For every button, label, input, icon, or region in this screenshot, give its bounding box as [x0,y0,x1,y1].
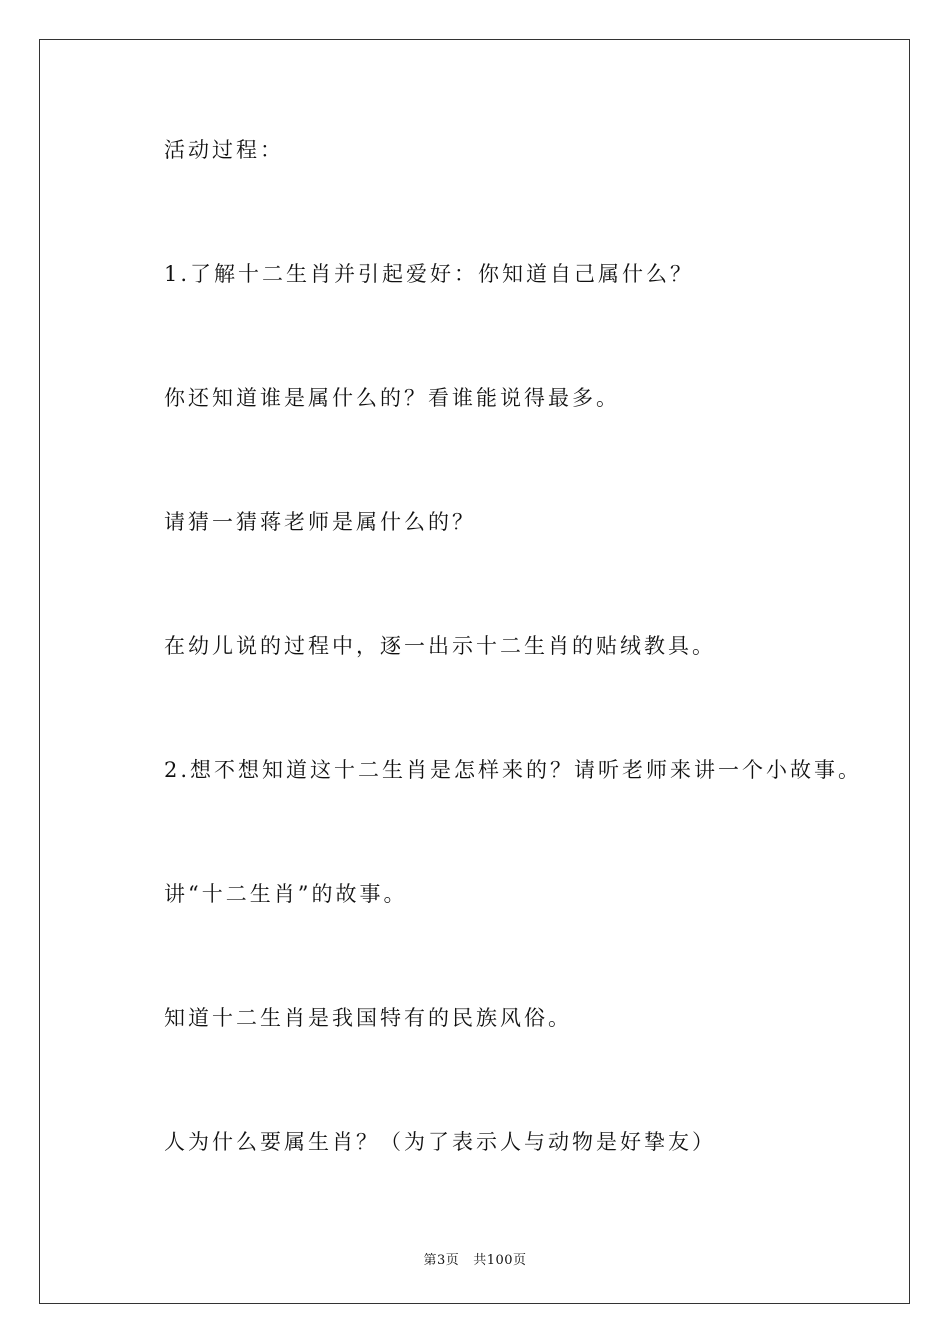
page-total: 共100页 [473,1253,527,1268]
page-number: 第3页 [423,1253,460,1268]
paragraph: 请猜一猜蒋老师是属什么的？ [164,510,476,534]
paragraph: 在幼儿说的过程中，逐一出示十二生肖的贴绒教具。 [164,634,716,658]
page-footer [0,1249,950,1268]
paragraph: 讲“十二生肖”的故事。 [164,882,408,906]
page-border [39,39,910,1304]
paragraph-heading: 活动过程： [164,138,284,162]
paragraph: 1.了解十二生肖并引起爱好：你知道自己属什么？ [164,262,695,286]
paragraph: 2.想不想知道这十二生肖是怎样来的？请听老师来讲一个小故事。 [164,758,863,782]
paragraph: 你还知道谁是属什么的？看谁能说得最多。 [164,386,620,410]
paragraph: 知道十二生肖是我国特有的民族风俗。 [164,1006,572,1030]
paragraph: 人为什么要属生肖？（为了表示人与动物是好挚友） [164,1130,716,1154]
